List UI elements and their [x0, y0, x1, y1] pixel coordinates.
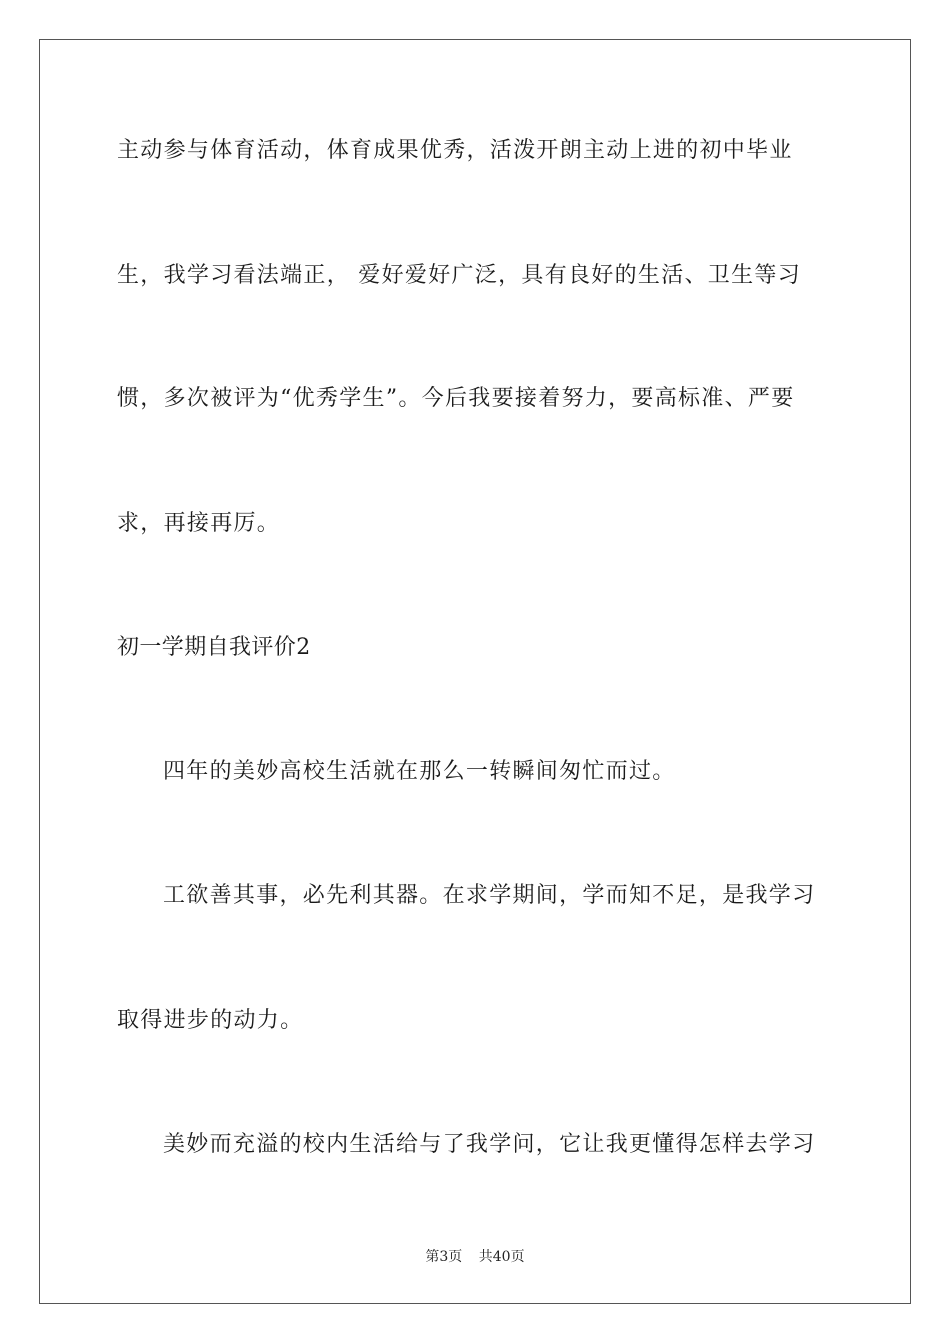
body-line-5: 四年的美妙高校生活就在那么一转瞬间匆忙而过。 — [163, 759, 676, 784]
page-border — [39, 39, 911, 1304]
body-line-2: 生，我学习看法端正， 爱好爱好广泛，具有良好的生活、卫生等习 — [117, 263, 801, 288]
body-line-4: 求，再接再厉。 — [117, 511, 281, 536]
page-number: 第3页 — [425, 1249, 463, 1265]
body-line-3: 惯，多次被评为“优秀学生”。今后我要接着努力，要高标准、严要 — [117, 386, 795, 411]
body-line-8: 美妙而充溢的校内生活给与了我学问，它让我更懂得怎样去学习 — [163, 1132, 816, 1157]
body-line-7: 取得进步的动力。 — [117, 1008, 304, 1033]
body-line-1: 主动参与体育活动，体育成果优秀，活泼开朗主动上进的初中毕业 — [117, 138, 793, 163]
section-heading: 初一学期自我评价2 — [117, 635, 311, 660]
page-footer — [0, 1248, 950, 1266]
page-total: 共40页 — [478, 1249, 525, 1265]
body-line-6: 工欲善其事，必先利其器。在求学期间，学而知不足，是我学习 — [163, 883, 816, 908]
